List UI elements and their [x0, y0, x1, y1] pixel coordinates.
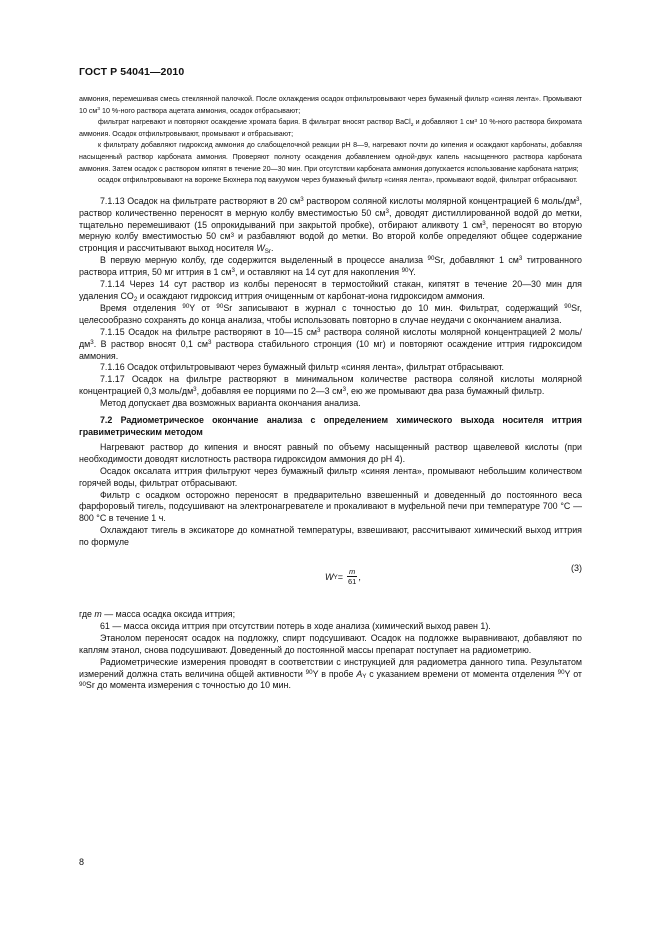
page-content [79, 94, 582, 692]
paragraph-filter: Фильтр с осадком осторожно переносят в предварительно взвешенный и доведенный до постоянного веса фарфоровый тигель, подсушивают на электронагревателе и прокаливают в муфельной печи при температуре 700 °С — 800 °С в течение 1 ч. [79, 489, 582, 524]
page-number: 8 [79, 857, 85, 867]
clause-7-1-13: 7.1.13 Осадок на фильтрате растворяют в 20 $см^3$ раствором соляной кислоты молярной концентрацией 6 моль/$дм^3$, раствор количественно переносят в мерную колбу вместимостью 50 $см^3$, доводят дистиллированной водой до метки, тщательно перемешивают (15 опрокидываний при закрытой пробке), отбирают аликвоту 1 $см^3$, переносят во вторую мерную колбу вместимостью 50 $см^3$ и разбавляют водой до метки. Во второй колбе определяют общее содержание стронция и рассчитывают выход носителя $W_{Sr}$. [79, 195, 583, 256]
small-paragraph-3: к фильтрату добавляют гидроксид аммония до слабощелочной реакции рН 8—9, нагревают почти до кипения и осаждают карбонаты, добавляя насыщенный раствор карбоната аммония. Проверяют полноту осаждения добавлением одной-двух капель насыщенного раствора карбоната аммония. Затем осадок с раствором кипятят в течение 20—30 мин. При отсутствии карбоната аммония допускается использование карбоната натрия; [79, 141, 582, 173]
paragraph-ethanol: Этанолом переносят осадок на подложку, спирт подсушивают. Осадок на подложке выравнивают, добавляют по каплям этанол, снова подсушивают. Доведенный до постоянной массы препарат поступает на радиометрию. [79, 632, 582, 655]
clause-7-1-14: 7.1.14 Через 14 сут раствор из колбы переносят в термостойкий стакан, кипятят в течение 20—30 мин для удаления $CO_2$ и осаждают гидроксид иттрия очищенным от карбонат-иона гидроксидом аммония. [79, 279, 582, 303]
formula-expression: W $_Y$ = $\frac{m}{61}$ , [325, 567, 361, 587]
where-line-1: где m — масса осадка оксида иттрия; [79, 609, 236, 620]
small-paragraph-4: осадок отфильтровывают на воронке Бюхнера под вакуумом через бумажный фильтр «синяя лента», промывают водой, фильтрат отбрасывают. [98, 176, 578, 185]
paragraph-radiometric: Радиометрические измерения проводят в соответствии с инструкцией для радиометра данного типа. Результатом измерений должна стать величина общей активности $^{90}$Y в пробе $A_Y$ с указанием времени от момента отделения $^{90}$Y от $^{90}$Sr до момента измерения с точностью до 10 мин. [79, 656, 583, 691]
formula-3 [79, 561, 582, 601]
section-7-2-heading: 7.2 Радиометрическое окончание анализа с определением химического выхода носителя иттрия гравиметрическим методом [79, 415, 582, 437]
paragraph-first-flask: В первую мерную колбу, где содержится выделенный в процессе анализа $^{90}$Sr, добавляют 1 $см^3$ титрованного раствора иттрия, 50 мг иттрия в 1 $см^3$, и оставляют на 14 сут для накопления $^{90}$Y. [79, 255, 582, 278]
clause-7-1-16: 7.1.16 Осадок отфильтровывают через бумажный фильтр «синяя лента», фильтрат отбрасывают. [100, 362, 504, 373]
clause-7-1-17: 7.1.17 Осадок на фильтре растворяют в минимальном количестве раствора соляной кислоты молярной концентрацией 0,3 моль/$дм^3$, добавляя ее порциями по 2—3 $см^3$, ею же промывают два раза бумажный фильтр. [79, 374, 582, 397]
paragraph-method: Метод допускает два возможных варианта окончания анализа. [100, 398, 361, 409]
paragraph-heat: Нагревают раствор до кипения и вносят равный по объему насыщенный раствор щавелевой кислоты (при необходимости доводят кислотность раствора гидроксидом аммония до рН 4). [79, 441, 582, 464]
standard-header: ГОСТ Р 54041—2010 [79, 66, 185, 78]
paragraph-separation-time: Время отделения $^{90}$Y от $^{90}$Sr записывают в журнал с точностью до 10 мин. Фильтрат, содержащий $^{90}$Sr, целесообразно сохранять до конца анализа, чтобы использовать повторно в случае неудачи с окончанием анализа. [79, 302, 583, 325]
where-line-2: 61 — масса оксида иттрия при отсутствии потерь в ходе анализа (химический выход равен 1). [100, 620, 491, 631]
paragraph-cool: Охлаждают тигель в эксикаторе до комнатной температуры, взвешивают, рассчитывают химический выход иттрия по формуле [79, 525, 582, 548]
small-paragraph-2: фильтрат нагревают и повторяют осаждение хромата бария. В фильтрат вносят раствор BaCl$_2$ и добавляют 1 $см^3$ 10 %-ного раствора бихромата аммония. Осадок отфильтровывают, промывают и отбрасывают; [79, 118, 582, 138]
formula-number: (3) [571, 563, 582, 574]
paragraph-oxalate: Осадок оксалата иттрия фильтруют через бумажный фильтр «синяя лента», промывают небольшим количеством горячей воды, фильтрат отбрасывают. [79, 465, 582, 488]
small-paragraph-1: аммония, перемешивая смесь стеклянной палочкой. После охлаждения осадок отфильтровывают через бумажный фильтр «синяя лента». Промывают 10 $см^3$ 10 %-ного раствора ацетата аммония, осадок отбрасывают; [79, 95, 582, 115]
formula-fraction: $\frac{m}{61}$ [347, 567, 357, 587]
clause-7-1-15: 7.1.15 Осадок на фильтре растворяют в 10—15 $см^3$ раствора соляной кислоты молярной концентрацией 2 моль/$дм^3$. В раствор вносят 0,1 $см^3$ раствора стабильного стронция (10 мг) и повторяют осаждение иттрия гидроксидом аммония. [79, 326, 582, 361]
